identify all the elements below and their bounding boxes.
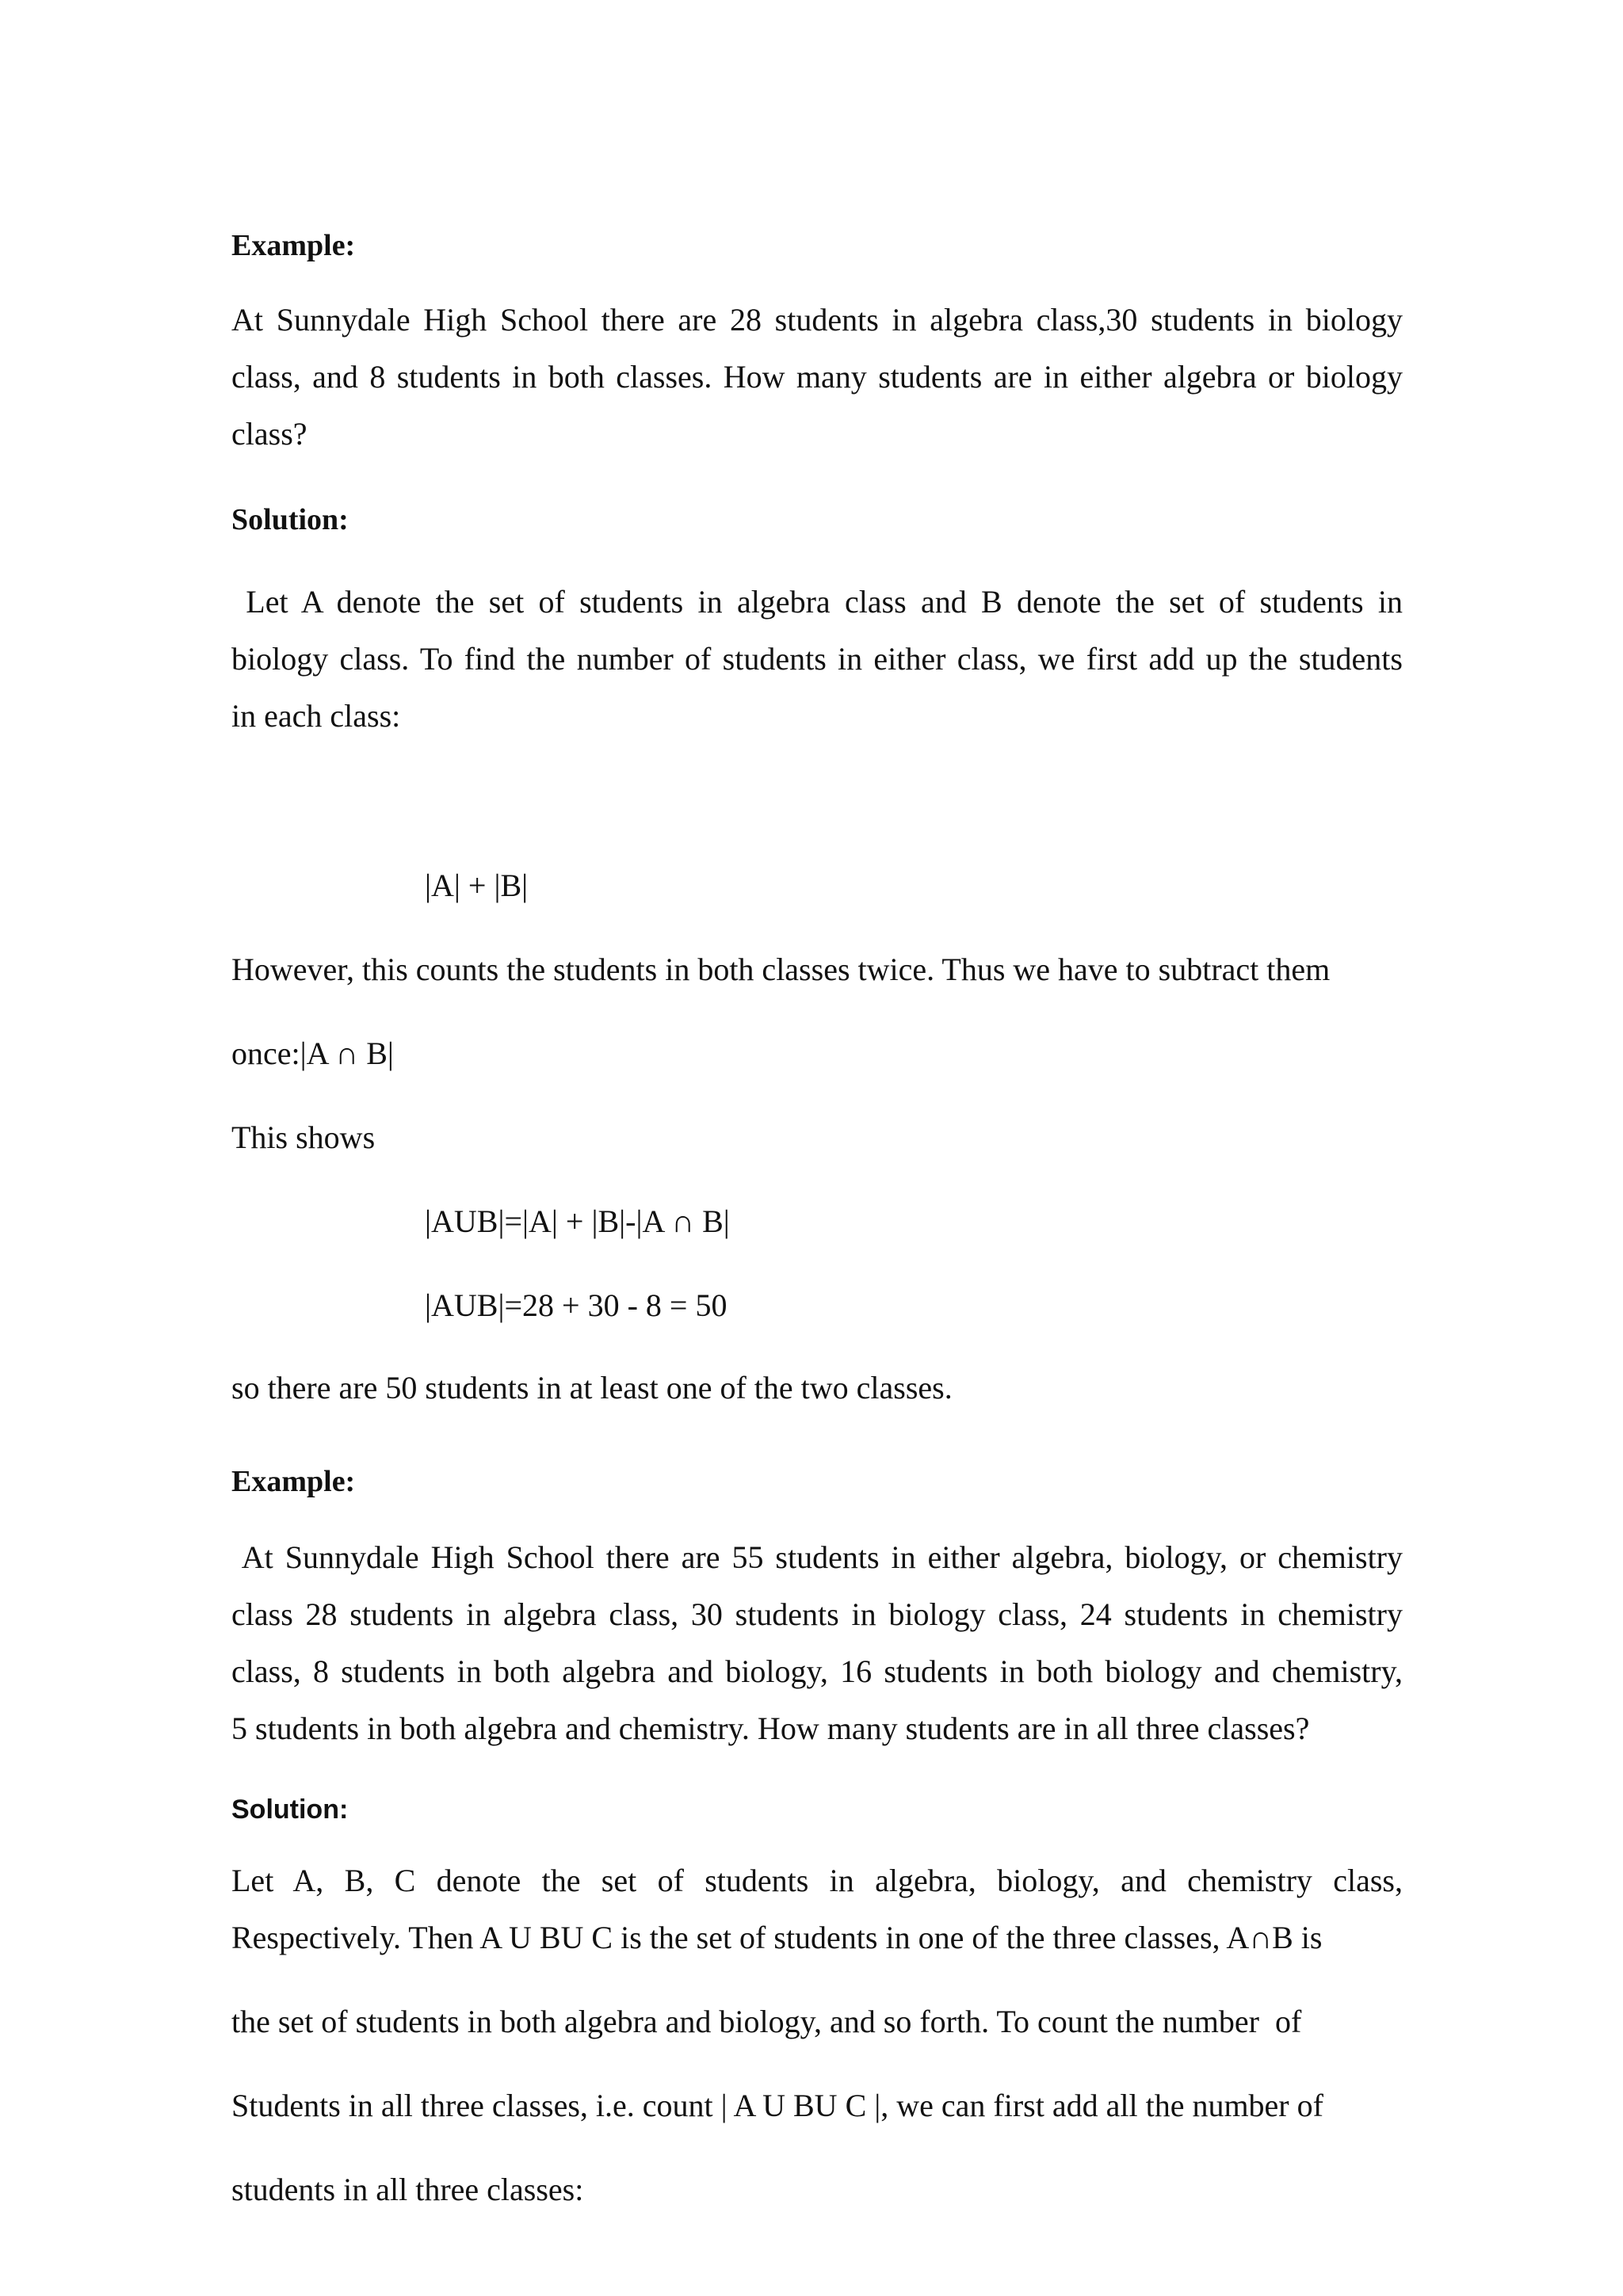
example-heading: Example: bbox=[231, 1465, 356, 1498]
solution-text-line: the set of students in both algebra and biology, and so forth. To count the number of bbox=[231, 2004, 1302, 2039]
formula-union: |AUB|=|A| + |B|-|A ∩ B| bbox=[425, 1203, 730, 1239]
solution-text-line: This shows bbox=[231, 1119, 376, 1155]
problem-text-line: At Sunnydale High School there are 55 students in either algebra, biology, or chemistry bbox=[231, 1539, 1403, 1575]
problem-text-line: class 28 students in algebra class, 30 students in biology class, 24 students in chemistry bbox=[231, 1596, 1403, 1632]
solution-conclusion: so there are 50 students in at least one of the two classes. bbox=[231, 1370, 953, 1405]
solution-heading: Solution: bbox=[231, 1794, 349, 1825]
solution-text-line: students in all three classes: bbox=[231, 2172, 584, 2207]
formula-sum: |A| + |B| bbox=[425, 868, 529, 903]
formula-values: |AUB|=28 + 30 - 8 = 50 bbox=[425, 1287, 727, 1323]
solution-text-line: once:|A ∩ B| bbox=[231, 1035, 394, 1071]
problem-text-line: 5 students in both algebra and chemistry. How many students are in all three classes? bbox=[231, 1711, 1310, 1746]
problem-text-line: class, 8 students in both algebra and biology, 16 students in both biology and chemistry, bbox=[231, 1653, 1403, 1689]
solution-text-line: Let A, B, C denote the set of students in algebra, biology, and chemistry class, bbox=[231, 1863, 1403, 1898]
solution-text-line: Students in all three classes, i.e. count | A U BU C |, we can first add all the number of bbox=[231, 2088, 1323, 2123]
problem-text-line: class, and 8 students in both classes. How many students are in either algebra or biology bbox=[231, 359, 1403, 395]
problem-text-line: At Sunnydale High School there are 28 students in algebra class,30 students in biology bbox=[231, 302, 1403, 338]
solution-text-line: biology class. To find the number of students in either class, we first add up the students bbox=[231, 641, 1403, 677]
example-heading: Example: bbox=[231, 229, 356, 262]
solution-text-line: Let A denote the set of students in algebra class and B denote the set of students in bbox=[231, 584, 1403, 620]
solution-text-line: Respectively. Then A U BU C is the set of students in one of the three classes, A∩B is bbox=[231, 1920, 1323, 1955]
solution-text-line: However, this counts the students in both classes twice. Thus we have to subtract them bbox=[231, 952, 1331, 987]
solution-heading: Solution: bbox=[231, 503, 349, 536]
solution-text-line: in each class: bbox=[231, 698, 401, 734]
problem-text-line: class? bbox=[231, 416, 307, 452]
